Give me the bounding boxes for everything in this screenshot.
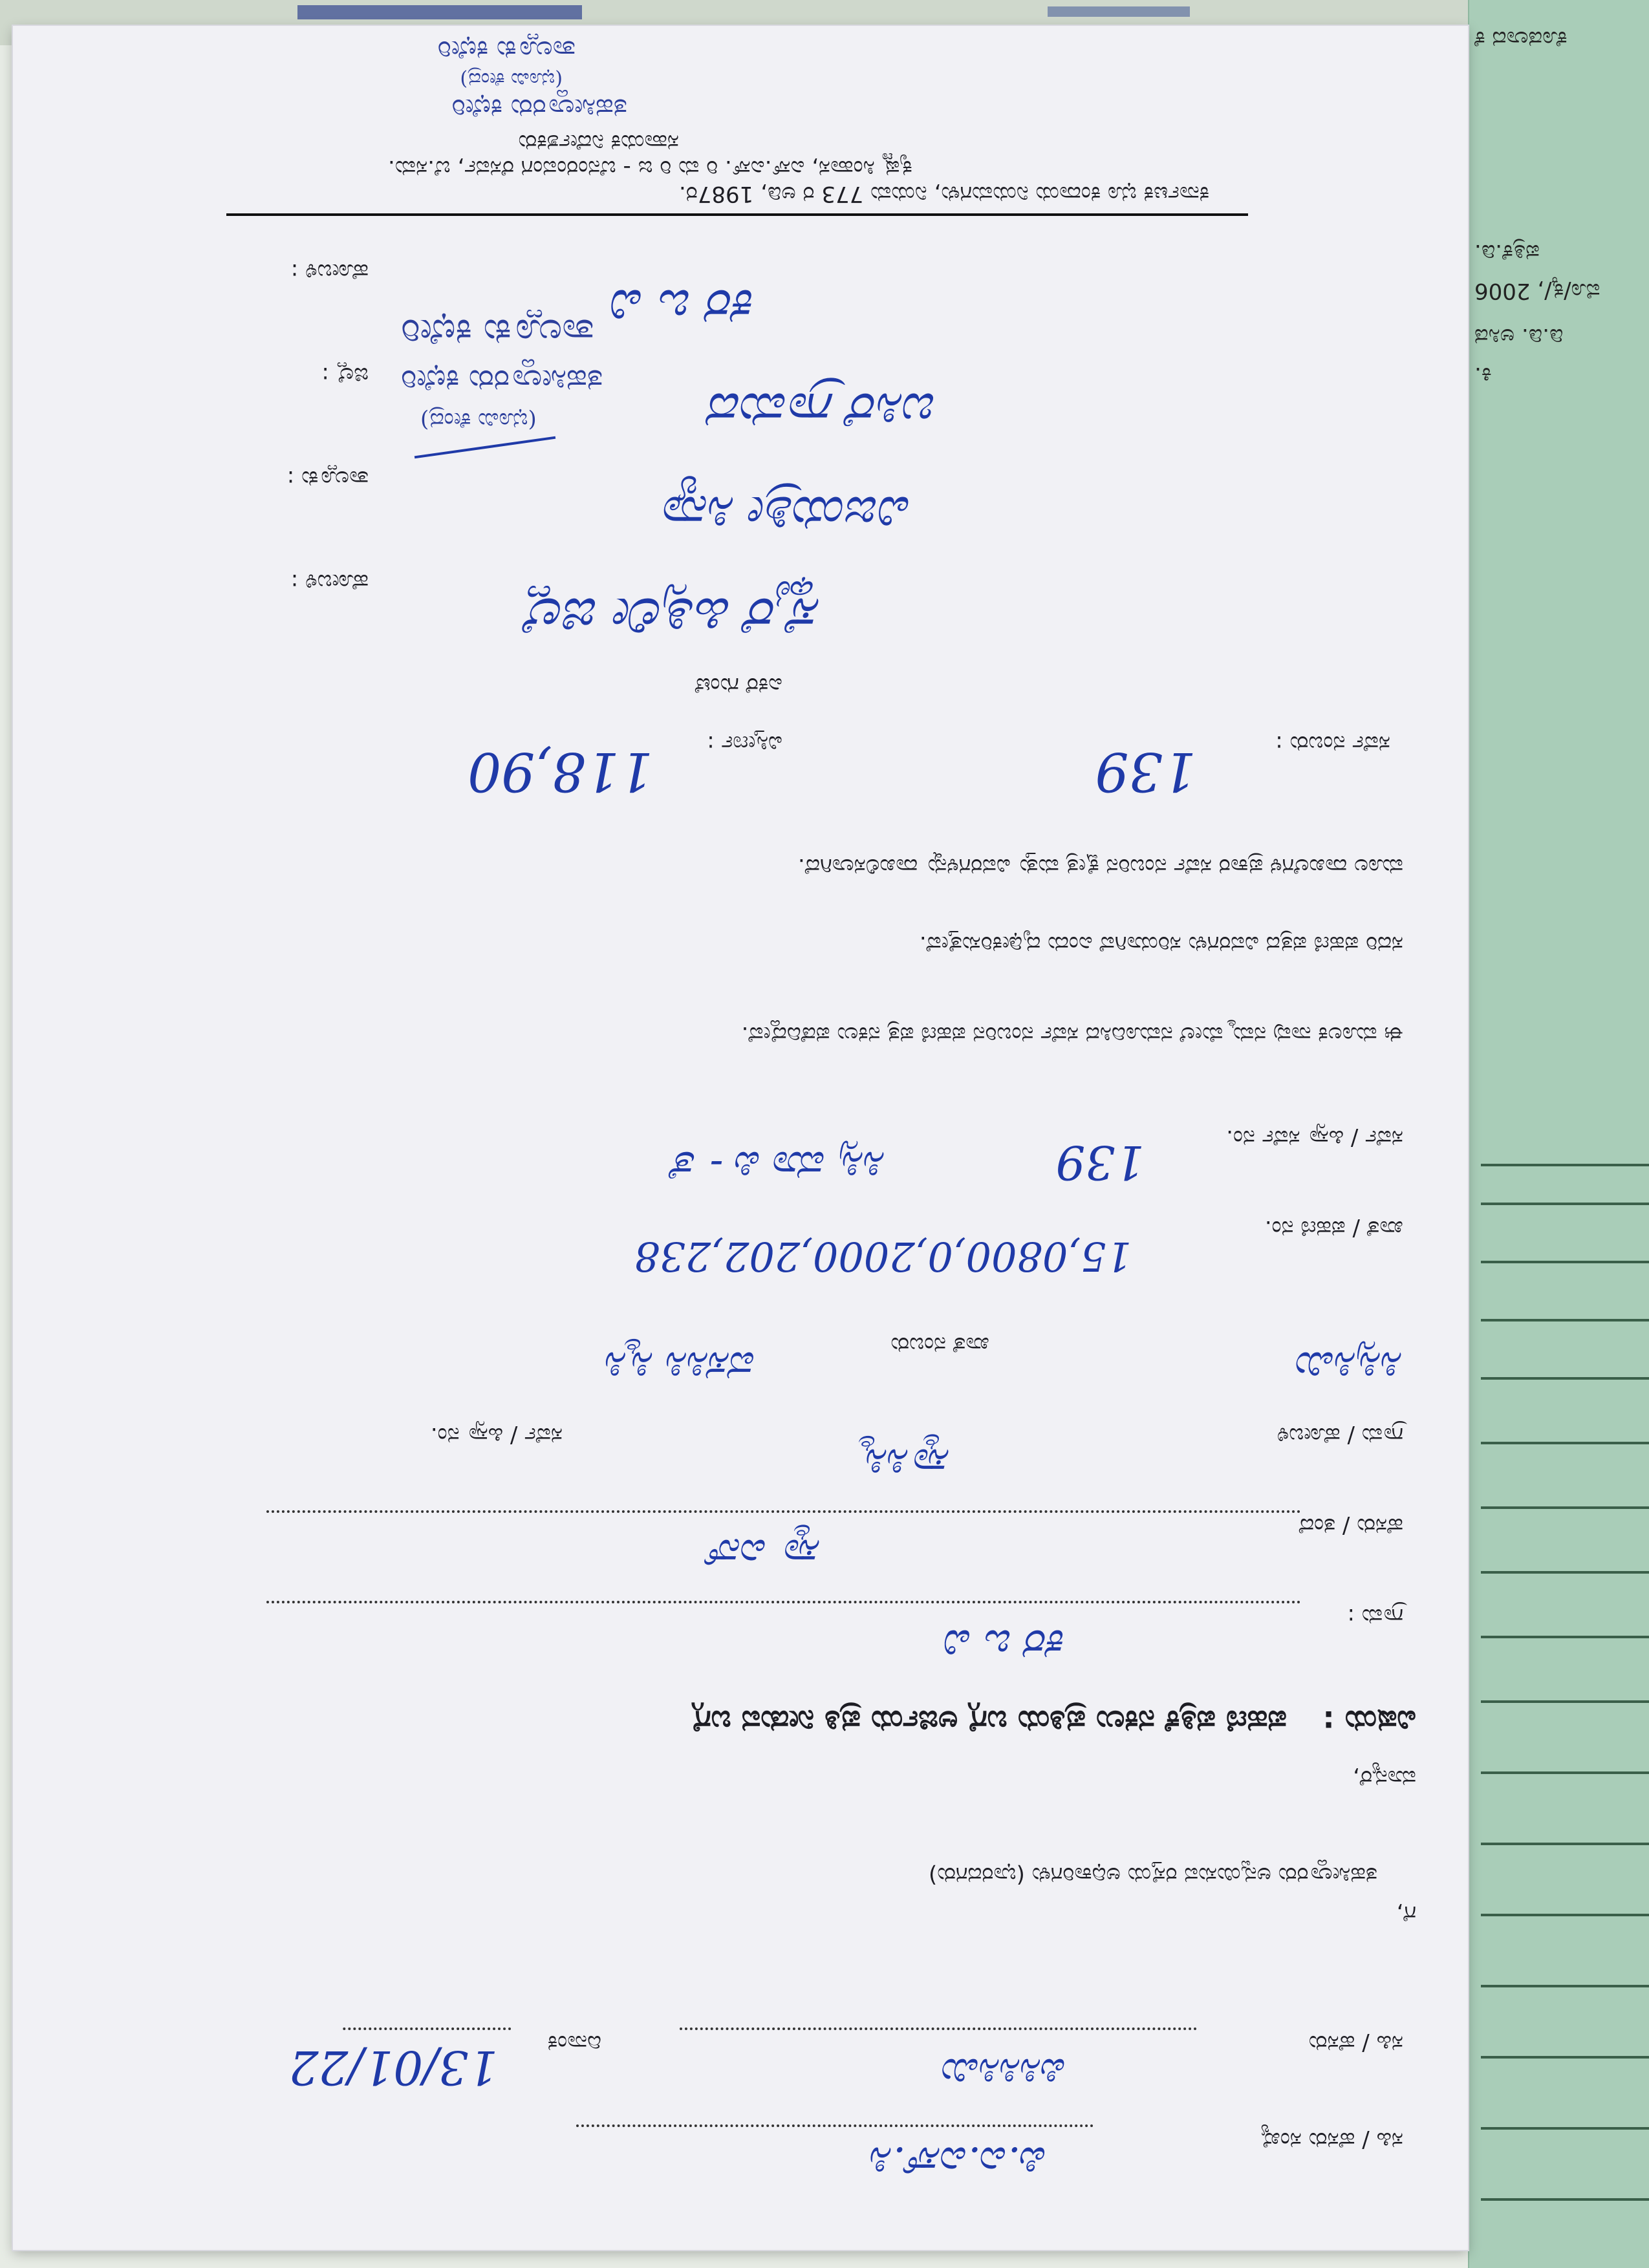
to-label: ಗೆ, [1396,1901,1416,1927]
designation: ಸಹಾಯಕ ನಿರ್ದೇಶಕರು [518,129,679,155]
handwritten-survey-no: 139 [1095,740,1196,802]
handwritten-khata-no: 139 [1055,1135,1145,1190]
handwritten-field: ಸ್ಮಾಸಿಸ್ಮಿ [861,1440,951,1487]
ruled-line [1481,2056,1649,2059]
ruled-line [1481,2127,1649,2130]
ruled-line [1481,1164,1649,1166]
ruled-line [1481,1985,1649,1987]
side-text: ಡಿ.ಡಿ. ಅಸಿಡ [1474,323,1564,349]
subject-label: ವಿಷಯ : [1322,1704,1416,1739]
field-label: ಸರ್ವೆ / ಹಿಸ್ಸಾ ನಂ. [430,1422,563,1448]
ruled-line [1481,1506,1649,1509]
stamp-text: ತಹಸೀಲ್ದಾರರು ಕಛೇರಿ [401,363,603,398]
field-label: ಹೆಸರು / ತಂದೆ [1299,1513,1403,1539]
side-text: ಕಿ. [1474,362,1492,388]
side-text: ಪತ್ರಿಕೆ.ಡಿ. [1474,239,1540,265]
ruled-line [1481,1771,1649,1774]
field-label: ತಾಲ್ಲೂಕು : [286,465,369,491]
field-label: ಖಾತೆ ನಂಬರು [890,1332,989,1358]
field-label: ಹೋಬಳಿ : [290,259,369,284]
document-content [13,26,1468,2250]
ruled-line [1481,1700,1649,1703]
handwritten-field: ಸ್ಥೈರೆ ಹಿತ್ಸಿಲೀ ಜಿಲ್ಲೆ [523,586,821,647]
field-label: ಹೋಬಳಿ : [290,569,369,595]
field-label: ಖಾತೆ / ಪಹಣಿ ನಂ. [1264,1215,1403,1241]
ruled-line [1481,1377,1649,1380]
handwritten-field: ಕರ ಒ ವಿ [612,279,757,336]
handwritten-field: ವಸಸಿಸಿ ಸ್ಮಿಸಿ [606,1343,757,1390]
side-text: ಮೊ/ಕ್ಕ/, 2006 [1474,278,1600,304]
handwritten-field: ಸಿಸ್ಸಿ ಮಾ ಪಿ - ತೆ [674,1142,886,1190]
ruled-line [1481,1203,1649,1205]
salutation: ಮಾನ್ಯರೆ, [1352,1765,1416,1791]
survey-no-label: ಸರ್ವೆ ನಂಬರು : [1275,731,1390,756]
stamp-mark [297,5,582,19]
ruled-line [1481,1442,1649,1444]
ruled-line [1481,1843,1649,1845]
field-label: ಜಿಲ್ಲೆ : [321,362,369,388]
ruled-line [1481,2198,1649,2201]
handwritten-name: ಪಿಸಿಸಿಸಿಮಿ [943,2049,1067,2095]
handwritten-field: ವಿಜಯಶ್ರೀ ಸಿನ್ಯಾ [658,486,912,543]
side-text: ಕೊಡಲಾದ ಕೆ [1474,26,1568,52]
ruled-line [1481,1636,1649,1638]
dotted-line [576,2124,1093,2127]
header-rule [226,213,1248,216]
body-text: ಈ ಮೂಲಕ ನಾವು ನಮ್ಮ ಮೇಲೆ ನಮೂದಿಸಿದ ಸರ್ವೆ ನಂಬರಿನ ಪಹಣಿ ಪತ್ರ ನಕಲು ಪಡೆದಿದ್ದೇವೆ. [741,1022,1403,1047]
handwritten-signature: ಪಿ.ಎ.ಎಸ್.ಸಿ [871,2137,1048,2185]
date-label: ದಿನಾಂಕ [547,2030,601,2056]
handwritten-field: ಸಿಸ್ಸಿಸಿಮಿ [1297,1343,1403,1390]
dotted-line [679,2027,1196,2030]
handwritten-field: ಕರ ಒ ವಿ [945,1620,1067,1668]
seal-text: ತಹಸೀಲ್ದಾರರು ಕಛೇರಿ [451,93,627,123]
handwritten-area: 118,90 [468,740,653,802]
body-text: ಮೂಲ ದಾಖಲೆಗಳ ಪ್ರಕಾರ ಸರ್ವೆ ನಂಬರಿನ ಕ್ಷೇತ್ರ ಮತ್ತು ವಿವರಗಳನ್ನು ದಾಖಲಿಸಲಾಗಿದೆ. [797,853,1403,879]
stamp-mark [1048,6,1190,17]
field-label: ಸರ್ವೆ / ಹಿಸ್ಸಾ ಸರ್ವೆ ನಂ. [1226,1125,1403,1151]
act-reference: ಕರ್ನಾಟಕ ಭೂ ಕಂದಾಯ ನಿಯಮಗಳು, ನಿಯಮ 773 ರ ಅಡಿ, 1987ರ. [678,181,1209,207]
dotted-line [265,1510,1300,1513]
stamp-text: (ಭೂಮಿ ಕೇಂದ್ರ) [420,407,537,433]
to-address: ತಹಸೀಲ್ದಾರರು ಅನ್ವಯಿಸುವ ರಸ್ತೆಯ ಅಧಿಕಾರಿಗಳು (ಭಾರದಗರು) [928,1862,1377,1888]
header-line: ಕೃಷ್ಣ ಸಿಂಹಾಸ, ಎಸ್.ಎಸ್. ರಿ ಮ ರಿ ಜ - ಬೆನಂರಂವಂಗ ರೆಸರ್ವ, ಬೆ.ಸಮ. [388,155,912,181]
subject-text: ಪಹಣಿ ಪತ್ರಿಕೆ ನಕಲು ಪ್ರತಿಯ ಬಗ್ಗೆ ಅರ್ಜಿಯ ಪ್ರತಿ ನೀಡುವ ಬಗ್ಗೆ [692,1704,1287,1739]
ruled-line [1481,1319,1649,1321]
dotted-line [265,1601,1300,1603]
body-text: ಸದರಿ ಪಹಣಿ ಪತ್ರದ ವಿವರಗಳು ಸರಿಯಾಗಿವೆ ಎಂದು ದೃಢೀಕರಿಸುತ್ತೇವೆ. [919,931,1403,957]
field-label: ಗ್ರಾಮ : [1347,1603,1403,1629]
ruled-line [1481,1261,1649,1263]
handwritten-field: ಸ್ಮಾ ಎನ್ [706,1530,821,1578]
seal-text: ತಾಲ್ಲೂಕು ಕಛೇರಿ [437,35,576,65]
handwritten-field: ಬಸಿರೆ ಗ್ರಾಮದ [710,382,938,440]
area-label: ವಿಸ್ತೀರ್ಣ : [707,731,782,756]
seal-text: (ಭೂಮಿ ಕೇಂದ್ರ) [460,68,563,91]
field-label: ಗ್ರಾಮ / ಹೋಬಳಿ [1277,1422,1403,1448]
acre-label: ಎಕರೆ ಗುಂಟೆ [695,672,782,698]
ruled-line [1481,1571,1649,1574]
handwritten-account-no: 15,0800,0,2000,202,238 [634,1233,1132,1280]
signature-label: ಸಹಿ / ಹೆಸರು [1308,2030,1403,2056]
ruled-line [1481,1914,1649,1916]
handwritten-date: 13/01/22 [288,2040,498,2095]
stamp-text: ತಾಲ್ಲೂಕು ಕಛೇರಿ [401,311,594,353]
dotted-line [343,2027,511,2030]
signature-label: ಸಹಿ / ಹೆಸರು ಸಂಖ್ಯೆ [1260,2127,1403,2153]
